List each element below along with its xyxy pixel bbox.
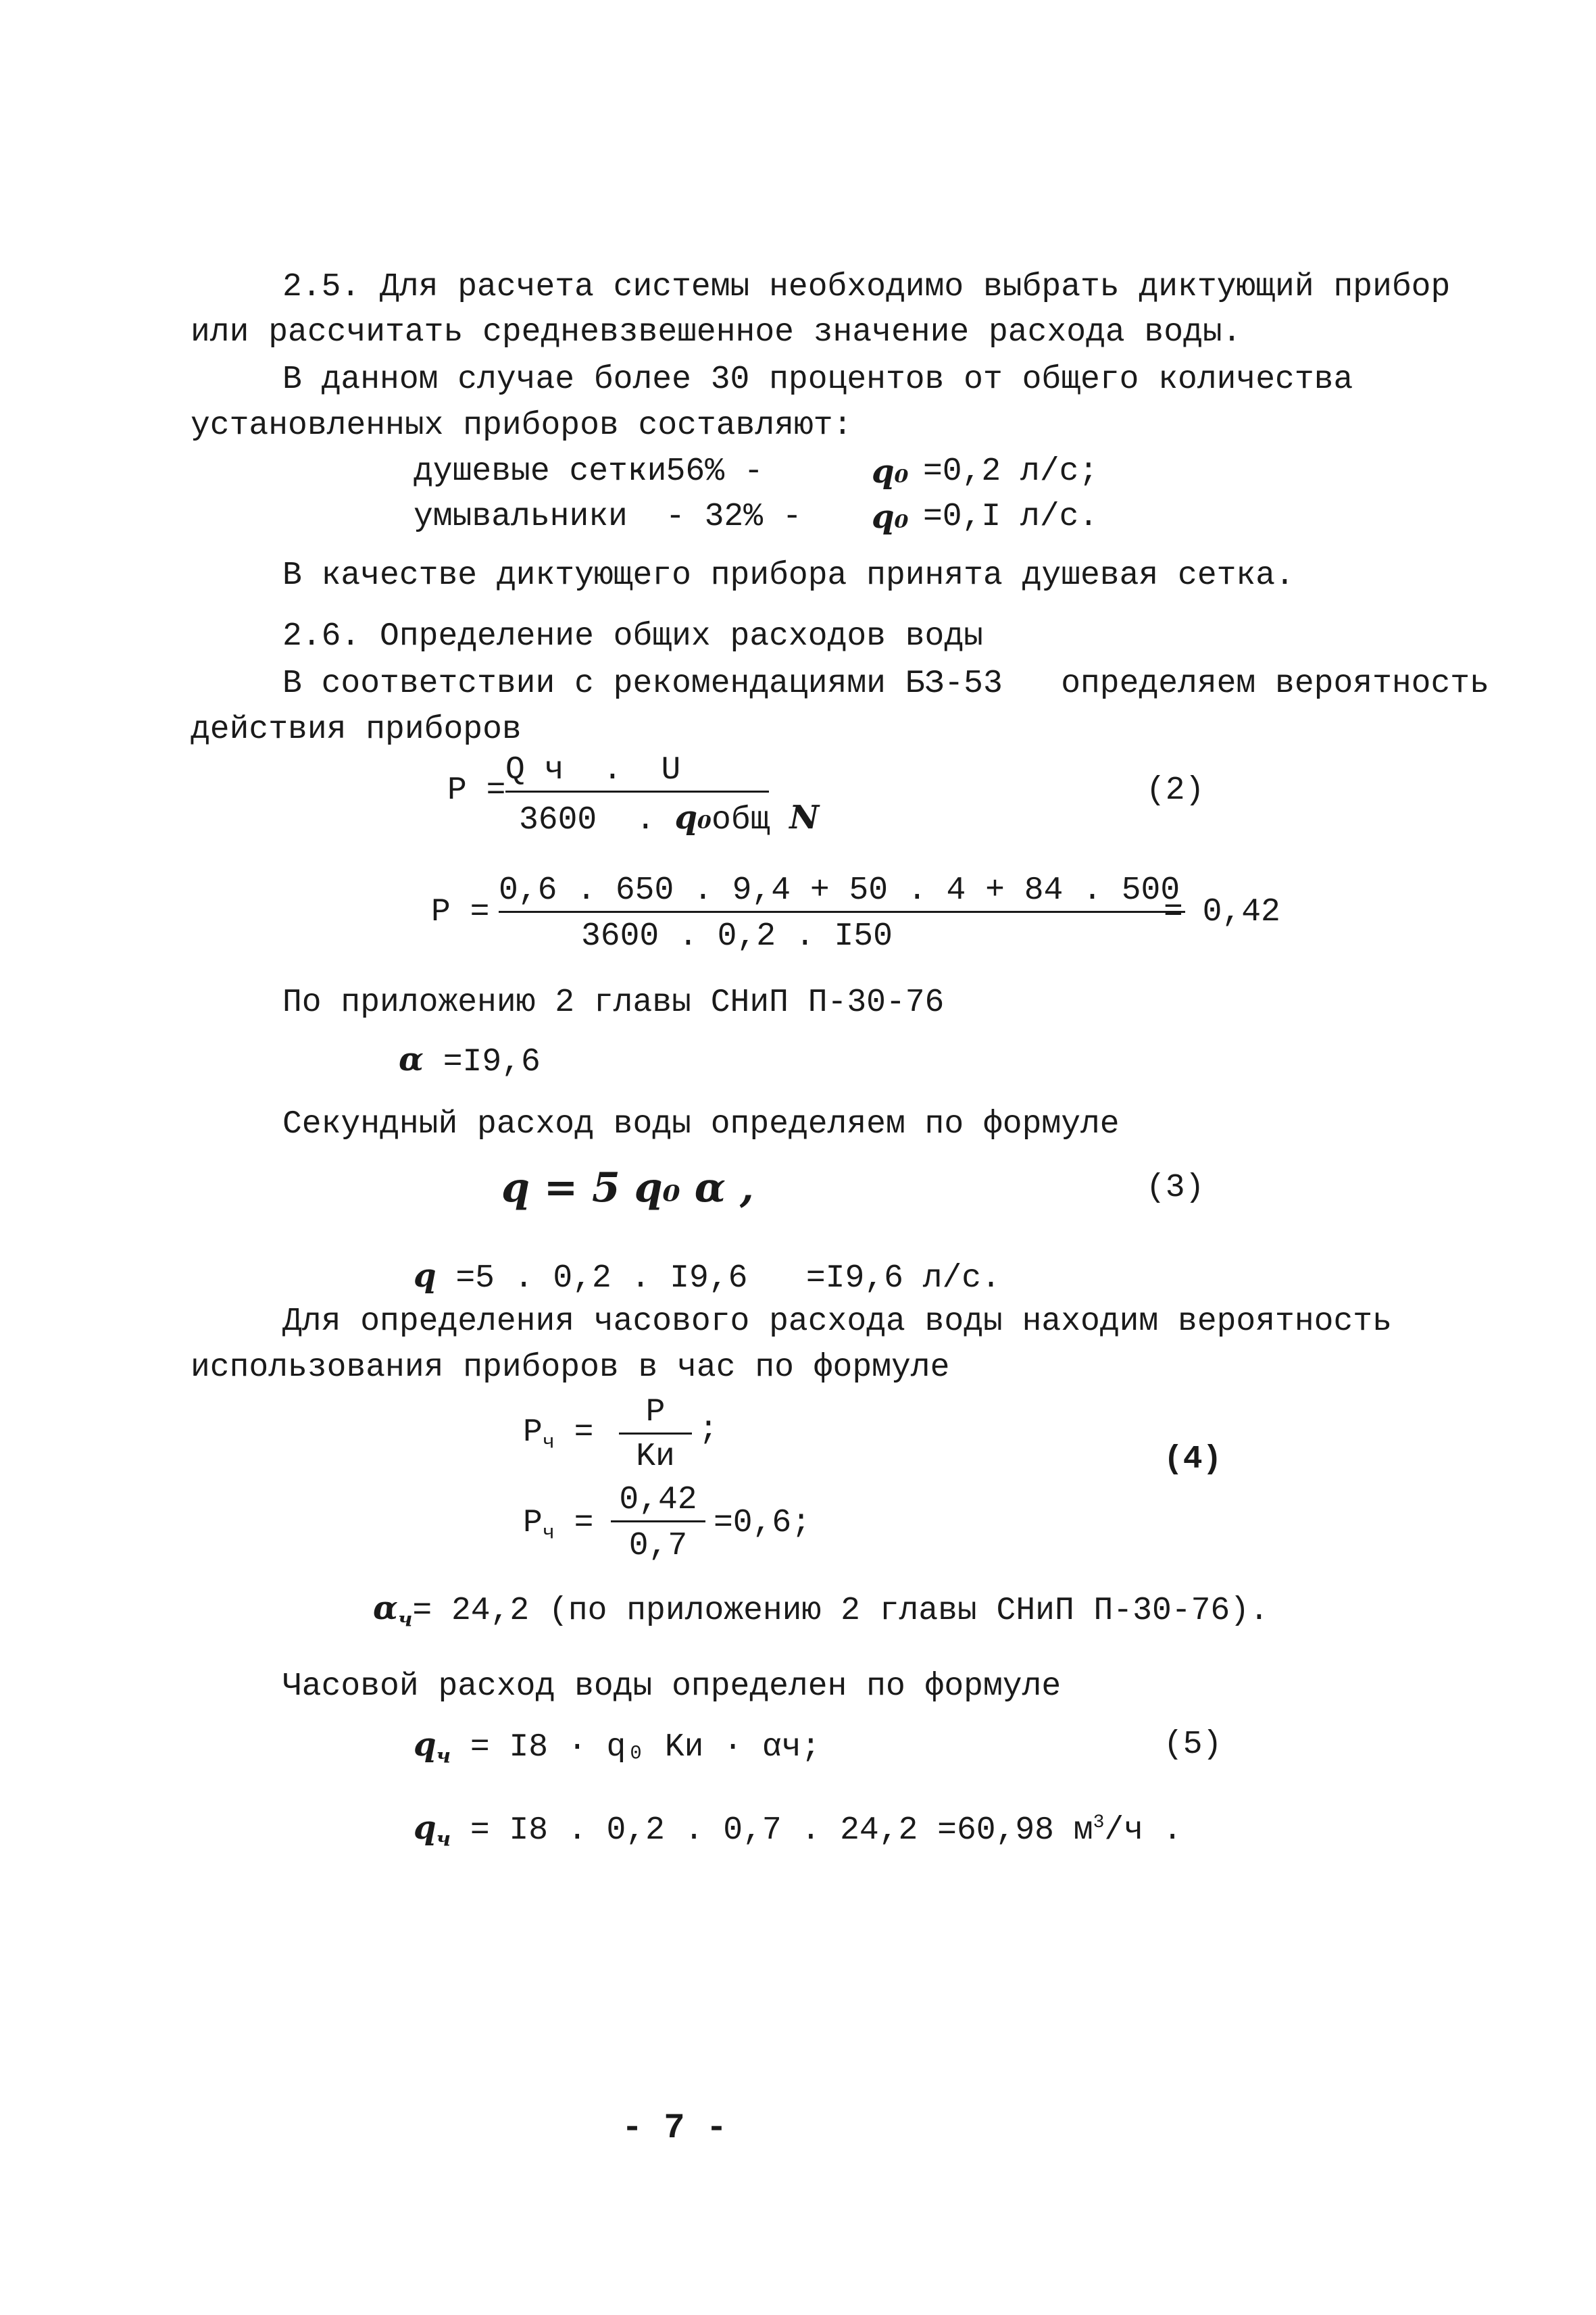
alpha-hourly-line: $\alpha_ч= 24,2$ (по приложению 2 главы СНиП П-30-76). bbox=[373, 1589, 1269, 1632]
alpha-symbol: α bbox=[399, 1041, 424, 1078]
item-shower-name: душевые сетки bbox=[414, 453, 667, 490]
alpha-value: =I9,6 bbox=[443, 1044, 541, 1080]
hourly-text-2: использования приборов в час по формуле bbox=[191, 1349, 950, 1386]
f3-number: (3) bbox=[1146, 1170, 1205, 1206]
item-washbasin-value: =0,I л/с. bbox=[923, 499, 1099, 535]
f4-semicolon: ; bbox=[699, 1412, 718, 1448]
f4-calc-result: =0,6; bbox=[714, 1505, 812, 1541]
f2-denominator: 3600 . q₀общ N bbox=[519, 799, 820, 839]
f2-calc-lhs: P = bbox=[431, 894, 490, 930]
f2-lhs: P = bbox=[447, 772, 506, 809]
item-washbasin-pct: - 32% - bbox=[666, 499, 802, 535]
f4-calc-denominator: 0,7 bbox=[628, 1528, 688, 1564]
f4-number: (4) bbox=[1164, 1441, 1222, 1478]
page-number: - 7 - bbox=[622, 2108, 728, 2148]
item-shower-pct: - 56% - bbox=[627, 453, 764, 490]
hourly-text-1: Для определения часового расхода воды находим вероятность bbox=[282, 1303, 1392, 1340]
item-washbasin-name: умывальники bbox=[414, 499, 628, 535]
f2-calc-numerator: 0,6 . 650 . 9,4 + 50 . 4 + 84 . 500 bbox=[499, 870, 1185, 913]
f3-formula: q = 5 q₀ α , bbox=[501, 1164, 754, 1212]
f4-calc-lhs: $P_ч$ = bbox=[523, 1505, 594, 1545]
f3-calc: =5 . 0,2 . I9,6 =I9,6 л/с. bbox=[455, 1260, 1001, 1297]
f4-calc-numerator: 0,42 bbox=[611, 1480, 705, 1522]
appendix-ref: По приложению 2 главы СНиП П-30-76 bbox=[282, 985, 945, 1021]
s25-conclusion: В качестве диктующего прибора принята душевая сетка. bbox=[282, 557, 1295, 594]
alpha-line bbox=[399, 1039, 541, 1082]
hourly-defined-text: Часовой расход воды определен по формуле bbox=[282, 1668, 1062, 1705]
f4-lhs: $P_ч$ = bbox=[523, 1414, 594, 1455]
second-flow-text: Секундный расход воды определяем по формуле bbox=[282, 1106, 1120, 1143]
s25-line4: установленных приборов составляют: bbox=[191, 407, 853, 444]
f5-calc-line: $q_ч = I8$ . 0,2 . 0,7 . 24,2 =60,98 $м^3/ч$ . bbox=[414, 1809, 1182, 1851]
f5-formula: $q_ч = I8 \cdot q_0$ Kи · αч; bbox=[414, 1726, 821, 1768]
s26-intro2: действия приборов bbox=[191, 712, 522, 748]
q-symbol: q bbox=[414, 1257, 437, 1295]
f4-denominator: Kи bbox=[636, 1439, 675, 1475]
s25-line1: 2.5. Для расчета системы необходимо выбрать диктующий прибор bbox=[282, 269, 1451, 305]
alpha-symbol: α bbox=[373, 1589, 398, 1627]
f2-calc-result: = 0,42 bbox=[1164, 894, 1280, 930]
q0-symbol: q₀ bbox=[872, 453, 909, 491]
s25-line3: В данном случае более 30 процентов от общего количества bbox=[282, 362, 1353, 398]
s26-intro1: В соответствии с рекомендациями БЗ-53 определяем вероятность bbox=[282, 666, 1489, 702]
f3-calc-line bbox=[414, 1255, 1001, 1299]
f2-calc-denominator: 3600 . 0,2 . I50 bbox=[581, 918, 893, 955]
s25-line2: или рассчитать средневзвешенное значение расхода воды. bbox=[191, 314, 1242, 351]
alpha-hourly-text: = 24,2 (по приложению 2 главы СНиП П-30-76). bbox=[412, 1593, 1269, 1629]
f2-number: (2) bbox=[1146, 772, 1205, 809]
f4-numerator: P bbox=[619, 1392, 692, 1435]
item-shower-value: =0,2 л/с; bbox=[923, 453, 1099, 490]
s26-heading: 2.6. Определение общих расходов воды bbox=[282, 618, 983, 655]
q0-symbol: q₀ bbox=[872, 498, 909, 536]
f2-numerator: Q ч . U bbox=[505, 750, 769, 793]
f5-number: (5) bbox=[1164, 1726, 1222, 1763]
